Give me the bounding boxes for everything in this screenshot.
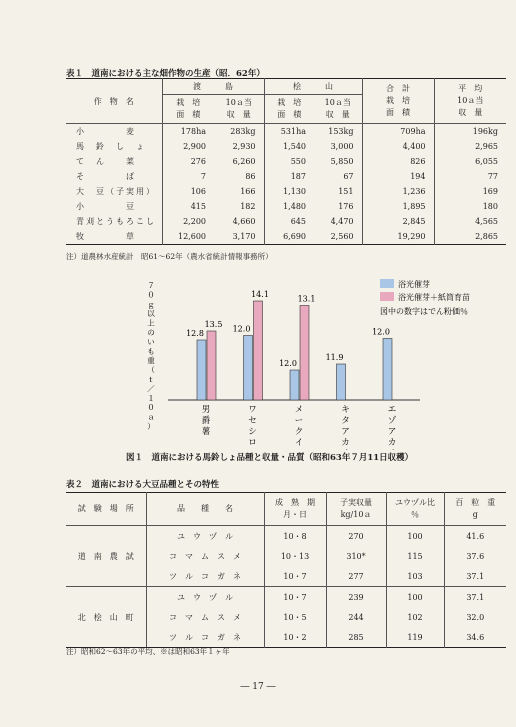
table-cell: 67 bbox=[343, 172, 354, 181]
table-cell: 86 bbox=[245, 172, 256, 181]
table-row bbox=[66, 184, 506, 199]
table-cell: 1,480 bbox=[264, 199, 314, 214]
y-axis-label bbox=[147, 281, 155, 431]
table-cell: 10・13 bbox=[264, 546, 326, 566]
crop-name: 小 麦 bbox=[76, 127, 136, 136]
table-cell: 37.1 bbox=[444, 566, 506, 587]
table-cell: 41.6 bbox=[444, 526, 506, 547]
table-cell: 270 bbox=[326, 526, 386, 547]
bar-data-label: 12.8 bbox=[186, 329, 204, 338]
category-label: カ bbox=[387, 438, 397, 448]
bar-data-label: 13.5 bbox=[204, 320, 223, 329]
category-label: ー bbox=[294, 416, 304, 426]
svg-text:以: 以 bbox=[147, 309, 155, 319]
table-row bbox=[66, 169, 506, 184]
bar-data-label: 11.9 bbox=[325, 353, 344, 362]
table-cell: 6,055 bbox=[434, 154, 506, 169]
table-cell: 4,470 bbox=[330, 217, 354, 226]
category-label: キ bbox=[341, 405, 350, 415]
legend-swatch-series-1 bbox=[380, 279, 394, 288]
sub-header: 栽 培 面 積 bbox=[264, 95, 314, 124]
table-cell: 2,865 bbox=[434, 229, 506, 245]
table-cell: 100 bbox=[386, 526, 444, 547]
category-label bbox=[295, 449, 304, 450]
table-cell: 37.1 bbox=[444, 587, 506, 608]
category-label: メ bbox=[294, 405, 304, 415]
table-row bbox=[66, 587, 506, 608]
bar-series-2 bbox=[300, 306, 309, 401]
table-cell: 153kg bbox=[328, 127, 354, 136]
test-site: 道 南 農 試 bbox=[66, 526, 146, 587]
figure1-chart bbox=[0, 270, 516, 450]
table-cell: 244 bbox=[326, 607, 386, 627]
crop-name: 牧 草 bbox=[76, 232, 136, 241]
svg-text:ａ: ａ bbox=[147, 412, 155, 422]
table-cell: 100 bbox=[386, 587, 444, 608]
sub-header: 10ａ当 収 量 bbox=[324, 98, 351, 119]
table2-note: 注）昭和62～63年の平均、※は昭和63年１ヶ年 bbox=[66, 647, 230, 656]
category-label: ゾ bbox=[387, 416, 397, 426]
bar-series-2 bbox=[254, 301, 263, 400]
svg-text:上: 上 bbox=[147, 318, 155, 328]
legend-label-series-2: 浴光催芽＋紙筒育苗 bbox=[398, 293, 470, 302]
table-cell: 645 bbox=[264, 214, 314, 229]
table-cell: 176 bbox=[338, 202, 354, 211]
legend-label-series-1: 浴光催芽 bbox=[398, 280, 430, 289]
table-cell: 3,000 bbox=[330, 142, 354, 151]
svg-text:い: い bbox=[147, 337, 155, 347]
t2-header: 百 粒 重 g bbox=[444, 493, 506, 526]
table-cell: 277 bbox=[326, 566, 386, 587]
table-cell: 2,965 bbox=[434, 139, 506, 154]
table-cell: 187 bbox=[264, 169, 314, 184]
table-row bbox=[66, 124, 506, 140]
crop-name: そ ば bbox=[76, 172, 136, 181]
sub-header: 10ａ当 収 量 bbox=[225, 98, 252, 119]
variety-name: コ マ ム ス メ bbox=[146, 607, 264, 627]
group-header: 合 計 栽 培 面 積 bbox=[362, 79, 434, 124]
table-cell: 106 bbox=[162, 184, 214, 199]
bar-series-1 bbox=[197, 340, 206, 400]
svg-text:７: ７ bbox=[147, 281, 155, 290]
table-cell: 77 bbox=[434, 169, 506, 184]
svg-text:）: ） bbox=[147, 422, 155, 431]
table-cell: 102 bbox=[386, 607, 444, 627]
table-cell: 1,236 bbox=[362, 184, 434, 199]
table-cell: 283kg bbox=[230, 127, 256, 136]
bar-data-label: 12.0 bbox=[279, 359, 297, 368]
table-cell: 169 bbox=[434, 184, 506, 199]
bar-series-1 bbox=[337, 364, 346, 400]
t2-header: ユウヅル比 ％ bbox=[386, 493, 444, 526]
table-cell: 5,850 bbox=[330, 157, 354, 166]
svg-text:／: ／ bbox=[147, 384, 155, 394]
t2-header: 試 験 場 所 bbox=[77, 504, 134, 513]
table-cell: 709ha bbox=[362, 124, 434, 140]
category-label: ア bbox=[341, 427, 350, 437]
table-cell: 1,895 bbox=[362, 199, 434, 214]
group-header: 渡 島 bbox=[162, 79, 264, 95]
table-cell: 10・8 bbox=[264, 526, 326, 547]
table1-note: 注）道農林水産統計 昭61～62年（農水省統計情報事務所） bbox=[66, 252, 273, 261]
table-cell: 10・7 bbox=[264, 566, 326, 587]
table1 bbox=[66, 78, 506, 245]
test-site: 北 桧 山 町 bbox=[66, 587, 146, 648]
bar-series-1 bbox=[290, 370, 299, 400]
table1-caption: 表１ 道南における主な畑作物の生産（昭．62年） bbox=[66, 69, 265, 79]
category-label: ア bbox=[387, 427, 397, 437]
svg-text:（: （ bbox=[147, 365, 155, 375]
table-cell: 6,260 bbox=[232, 157, 256, 166]
table-cell: 166 bbox=[240, 187, 256, 196]
category-label: タ bbox=[341, 416, 350, 426]
table-cell: 2,845 bbox=[362, 214, 434, 229]
table-cell: 37.6 bbox=[444, 546, 506, 566]
t2-header: 成 熟 期 月・日 bbox=[264, 493, 326, 526]
table-cell: 285 bbox=[326, 627, 386, 648]
table-cell: 531ha bbox=[264, 124, 314, 140]
category-label bbox=[388, 449, 397, 450]
category-label: エ bbox=[387, 405, 397, 415]
crop-col-header: 作 物 名 bbox=[66, 79, 162, 124]
table-row bbox=[66, 526, 506, 547]
category-label: 男 bbox=[201, 405, 211, 415]
legend bbox=[380, 279, 470, 316]
table-cell: 4,565 bbox=[434, 214, 506, 229]
table-cell: 2,930 bbox=[232, 142, 256, 151]
bar-data-label: 12.0 bbox=[372, 327, 390, 337]
table2-caption: 表２ 道南における大豆品種とその特性 bbox=[66, 480, 220, 490]
category-label: 薯 bbox=[201, 427, 211, 437]
table-row bbox=[66, 214, 506, 229]
table-cell: 178ha bbox=[162, 124, 214, 140]
svg-text:ｇ: ｇ bbox=[147, 299, 155, 309]
table-cell: 1,540 bbox=[264, 139, 314, 154]
figure1-caption: 図１ 道南における馬鈴しょ品種と収量・品質（昭和63年７月11日収穫） bbox=[126, 453, 414, 463]
svg-text:０: ０ bbox=[147, 403, 155, 413]
svg-text:重: 重 bbox=[147, 356, 155, 366]
table-cell: 276 bbox=[162, 154, 214, 169]
table-cell: 180 bbox=[434, 199, 506, 214]
variety-name: ユ ウ ヅ ル bbox=[146, 526, 264, 547]
table-cell: 826 bbox=[362, 154, 434, 169]
figure-note: 図中の数字はでん粉価％ bbox=[380, 307, 468, 316]
table2 bbox=[66, 492, 506, 648]
crop-name: 大 豆（子実用） bbox=[76, 187, 156, 196]
table-cell: 194 bbox=[362, 169, 434, 184]
table-cell: 115 bbox=[386, 546, 444, 566]
variety-name: ユ ウ ヅ ル bbox=[146, 587, 264, 608]
category-label bbox=[341, 449, 350, 450]
table-cell: 32.0 bbox=[444, 607, 506, 627]
page-number: ― 17 ― bbox=[240, 682, 276, 692]
table-cell: 10・7 bbox=[264, 587, 326, 608]
svg-text:１: １ bbox=[147, 393, 155, 403]
variety-name: コ マ ム ス メ bbox=[146, 546, 264, 566]
table-cell: 151 bbox=[338, 187, 354, 196]
svg-text:も: も bbox=[147, 346, 155, 356]
table-cell: 7 bbox=[162, 169, 214, 184]
crop-name: 小 豆 bbox=[76, 202, 136, 211]
table-cell: 2,200 bbox=[162, 214, 214, 229]
bar-series-2 bbox=[207, 331, 216, 400]
category-label: セ bbox=[248, 416, 257, 426]
svg-text:０: ０ bbox=[147, 290, 155, 300]
bar-series-1 bbox=[244, 336, 253, 401]
t2-header: 品 種 名 bbox=[146, 493, 264, 526]
category-label: シ bbox=[248, 427, 257, 437]
variety-name: ツ ル コ ガ ネ bbox=[146, 627, 264, 648]
category-label: ロ bbox=[248, 438, 257, 448]
table-cell: 1,130 bbox=[264, 184, 314, 199]
table-row bbox=[66, 199, 506, 214]
table-cell: 6,690 bbox=[264, 229, 314, 245]
crop-name: 馬 鈴 し ょ bbox=[76, 142, 146, 151]
table-cell: 103 bbox=[386, 566, 444, 587]
table-row bbox=[66, 229, 506, 245]
table-cell: 550 bbox=[264, 154, 314, 169]
table-row bbox=[66, 139, 506, 154]
bar-data-label: 13.1 bbox=[297, 294, 316, 304]
category-label: 爵 bbox=[201, 416, 211, 426]
table-cell: 3,170 bbox=[232, 232, 256, 241]
sub-header: 栽 培 面 積 bbox=[162, 95, 214, 124]
category-label: ク bbox=[294, 427, 304, 437]
category-label: ワ bbox=[248, 405, 257, 415]
crop-name: 青刈とうもろこし bbox=[76, 217, 156, 226]
t2-header: 子実収量 kg/10ａ bbox=[326, 493, 386, 526]
table-cell: 415 bbox=[162, 199, 214, 214]
table-cell: 10・5 bbox=[264, 607, 326, 627]
bar-series-1 bbox=[383, 339, 392, 401]
category-label: カ bbox=[341, 438, 350, 448]
bar-data-label: 14.1 bbox=[251, 290, 269, 299]
table-cell: 34.6 bbox=[444, 627, 506, 648]
crop-name: て ん 菜 bbox=[76, 157, 136, 166]
category-label: イ bbox=[294, 438, 304, 448]
table-cell: 12,600 bbox=[162, 229, 214, 245]
table-cell: 310* bbox=[326, 546, 386, 566]
table-cell: 196kg bbox=[434, 124, 506, 140]
table-cell: 4,400 bbox=[362, 139, 434, 154]
table-cell: 10・2 bbox=[264, 627, 326, 648]
group-header: 桧 山 bbox=[264, 79, 362, 95]
svg-text:の: の bbox=[147, 328, 155, 337]
table-cell: 4,660 bbox=[232, 217, 256, 226]
table-row bbox=[66, 154, 506, 169]
table-cell: 239 bbox=[326, 587, 386, 608]
bar-data-label: 12.0 bbox=[232, 324, 251, 334]
table-cell: 2,900 bbox=[162, 139, 214, 154]
table-cell: 182 bbox=[240, 202, 256, 211]
variety-name: ツ ル コ ガ ネ bbox=[146, 566, 264, 587]
table-cell: 2,560 bbox=[330, 232, 354, 241]
group-header: 平 均 10ａ当 収 量 bbox=[434, 79, 506, 124]
legend-swatch-series-2 bbox=[380, 292, 394, 301]
table-cell: 119 bbox=[386, 627, 444, 648]
table-cell: 19,290 bbox=[362, 229, 434, 245]
svg-text:ｔ: ｔ bbox=[147, 375, 155, 384]
